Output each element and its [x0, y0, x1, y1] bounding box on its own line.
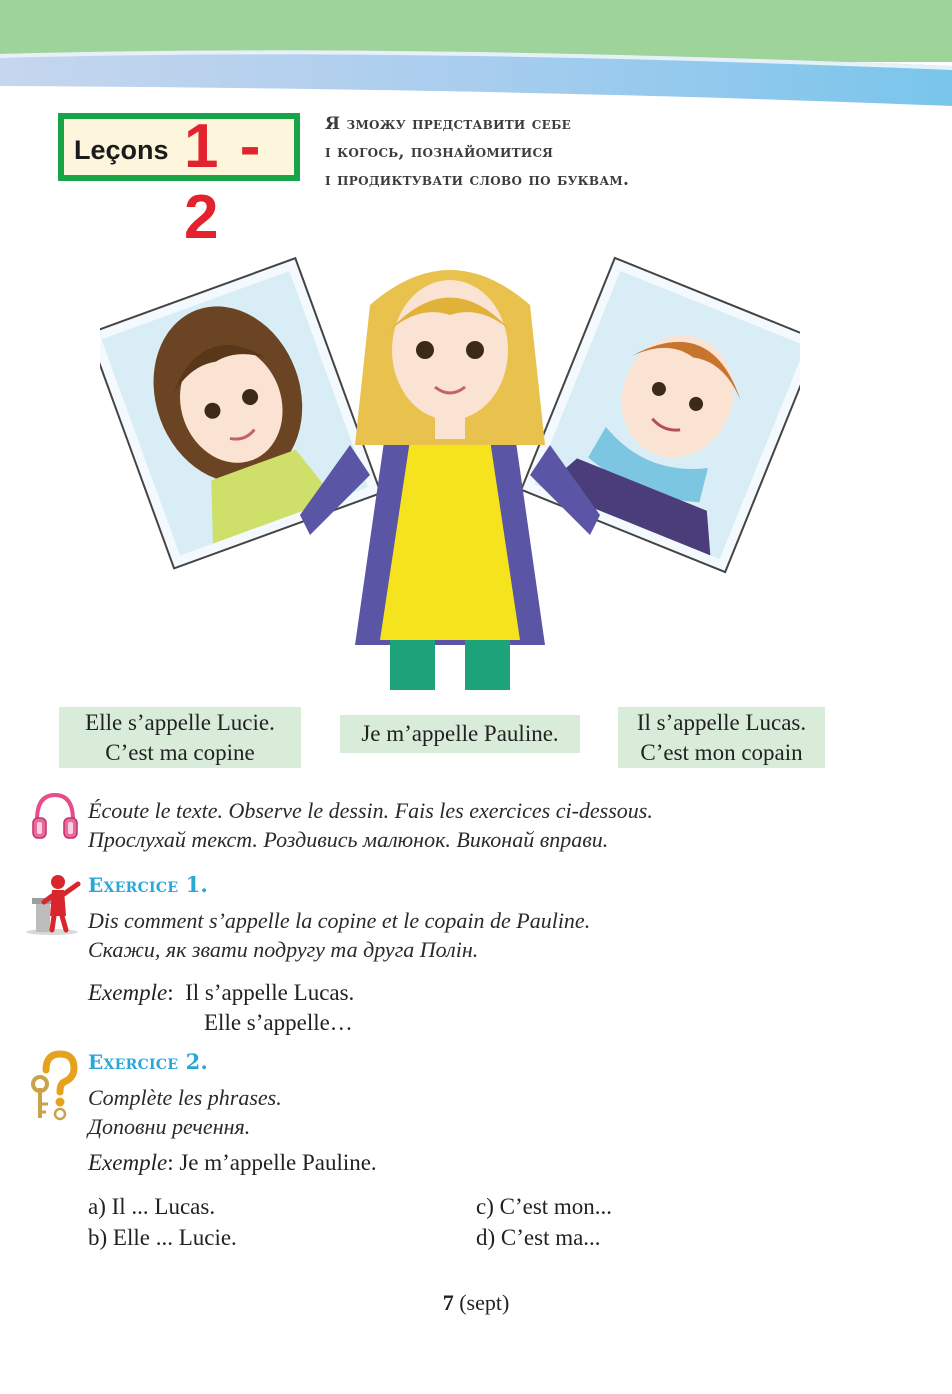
pauline-with-photos-illustration — [100, 245, 800, 690]
caption-line: C’est mon copain — [640, 740, 803, 765]
exercise-2-items-right — [476, 1191, 612, 1253]
example-line: Il s’appelle Lucas. — [185, 980, 355, 1005]
top-decorative-band — [0, 0, 952, 120]
teacher-figure-icon — [22, 872, 82, 936]
example-line: Elle s’appelle… — [204, 1010, 353, 1035]
caption-line: C’est ma copine — [105, 740, 255, 765]
objective-line: і продиктувати слово по буквам. — [325, 170, 630, 190]
exercise-1-french: Dis comment s’appelle la copine et le copain de Pauline. — [88, 908, 591, 933]
caption-line: Je m’appelle Pauline. — [361, 721, 559, 746]
objective-line: Я зможу представити себе — [325, 114, 572, 134]
exercise-1-number: 1. — [185, 872, 209, 897]
exercise-item: d) C’est ma... — [476, 1225, 601, 1250]
page-number — [0, 1290, 952, 1316]
lesson-number: 1 - 2 — [184, 112, 263, 252]
exercise-2-ukrainian: Доповни речення. — [88, 1114, 251, 1139]
exercise-item: c) C’est mon... — [476, 1194, 613, 1219]
exercise-2-example: Exemple: Je m’appelle Pauline. — [88, 1150, 377, 1175]
right-photo-lucas — [521, 258, 800, 572]
instruction-french: Écoute le texte. Observe le dessin. Fais les exercices ci-dessous. — [88, 798, 653, 823]
exercise-1-title — [88, 872, 208, 897]
exercise-2-items-left — [88, 1191, 237, 1253]
caption-line: Il s’appelle Lucas. — [636, 710, 807, 735]
exercise-1-label: Exercice — [88, 873, 179, 897]
caption-lucas — [618, 707, 825, 768]
page-number-digit: 7 — [442, 1290, 454, 1315]
exercise-1-ukrainian: Скажи, як звати подругу та друга Полін. — [88, 937, 479, 962]
example-label: Exemple — [88, 1150, 168, 1175]
exercise-item: b) Elle ... Lucie. — [88, 1225, 237, 1250]
headphones-icon — [30, 790, 80, 842]
lesson-word: Leçons — [74, 135, 169, 165]
exercise-2-label: Exercice — [88, 1050, 179, 1074]
exercise-2-title — [88, 1049, 208, 1074]
caption-pauline — [340, 715, 580, 753]
example-line: Je m’appelle Pauline. — [179, 1150, 377, 1175]
instruction-ukrainian: Прослухай текст. Роздивись малюнок. Виконай вправи. — [88, 827, 609, 852]
lesson-badge — [58, 112, 300, 252]
left-photo-lucie — [100, 258, 381, 568]
exercise-item: a) Il ... Lucas. — [88, 1194, 216, 1219]
caption-lucie — [59, 707, 301, 768]
caption-line: Elle s’appelle Lucie. — [85, 710, 275, 735]
exercise-1-instructions — [88, 906, 590, 964]
exercise-2-number: 2. — [185, 1049, 209, 1074]
exercise-2-french: Complète les phrases. — [88, 1085, 282, 1110]
exercise-1-example: Exemple: Il s’appelle Lucas. Elle s’appelle… — [88, 978, 354, 1038]
objective-line: і когось, познайомитися — [325, 142, 554, 162]
pauline-figure — [300, 270, 600, 690]
listening-instructions — [88, 796, 653, 854]
lesson-objective — [325, 110, 785, 194]
question-key-icon — [24, 1048, 78, 1122]
example-label: Exemple — [88, 980, 168, 1005]
page-number-word: (sept) — [459, 1290, 510, 1315]
exercise-2-instructions — [88, 1083, 282, 1141]
